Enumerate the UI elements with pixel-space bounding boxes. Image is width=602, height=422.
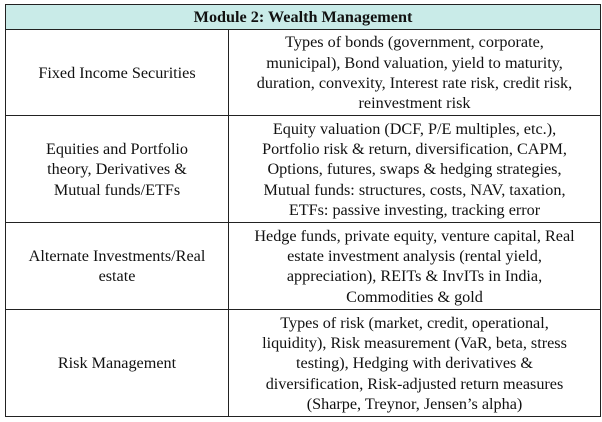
description-line: Types of bonds (government, corporate, (285, 33, 544, 52)
description-cell (229, 223, 601, 310)
description-line: duration, convexity, Interest rate risk, credit risk, (256, 73, 573, 92)
description-line: Commodities & gold (346, 287, 483, 306)
table-row (6, 223, 601, 310)
document (5, 4, 600, 417)
description-line: Portfolio risk & return, diversification, CAPM, (262, 140, 567, 159)
topic-line: Alternate Investments/Real (28, 247, 206, 266)
description-cell (229, 30, 601, 116)
description-line: Types of risk (market, credit, operational, (280, 313, 549, 332)
description-line: Equity valuation (DCF, P/E multiples, etc.), (272, 119, 557, 138)
table-row (6, 30, 601, 116)
description-line: estate investment analysis (rental yield, (287, 247, 542, 266)
description-line: Hedge funds, private equity, venture capital, Real (254, 226, 575, 245)
topic-line: estate (98, 267, 136, 286)
description-line: (Sharpe, Treynor, Jensen’s alpha) (306, 394, 523, 413)
topic-cell: Fixed Income Securities (6, 30, 229, 116)
topic-line: Mutual funds/ETFs (53, 180, 181, 199)
description-line: reinvestment risk (358, 94, 471, 113)
description-line: appreciation), REITs & InvITs in India, (286, 267, 543, 286)
description-line: liquidity), Risk measurement (VaR, beta, stress (262, 334, 567, 353)
topic-cell (6, 223, 229, 310)
table-row (6, 310, 601, 417)
description-line: ETFs: passive investing, tracking error (288, 200, 541, 219)
description-line: Options, futures, swaps & hedging strategies, (267, 160, 562, 179)
description-line: municipal), Bond valuation, yield to maturity, (266, 53, 563, 72)
topic-cell (6, 116, 229, 223)
topic-cell: Risk Management (6, 310, 229, 417)
topic-line: Equities and Portfolio (45, 140, 189, 159)
description-cell (229, 116, 601, 223)
module-table (5, 4, 601, 417)
table-row (6, 116, 601, 223)
description-line: Mutual funds: structures, costs, NAV, taxation, (263, 180, 566, 199)
description-line: diversification, Risk-adjusted return measures (265, 374, 564, 393)
table-header-row (6, 5, 601, 30)
table-title: Module 2: Wealth Management (6, 5, 601, 30)
description-cell (229, 310, 601, 417)
topic-line: theory, Derivatives & (47, 160, 187, 179)
description-line: testing), Hedging with derivatives & (296, 354, 533, 373)
